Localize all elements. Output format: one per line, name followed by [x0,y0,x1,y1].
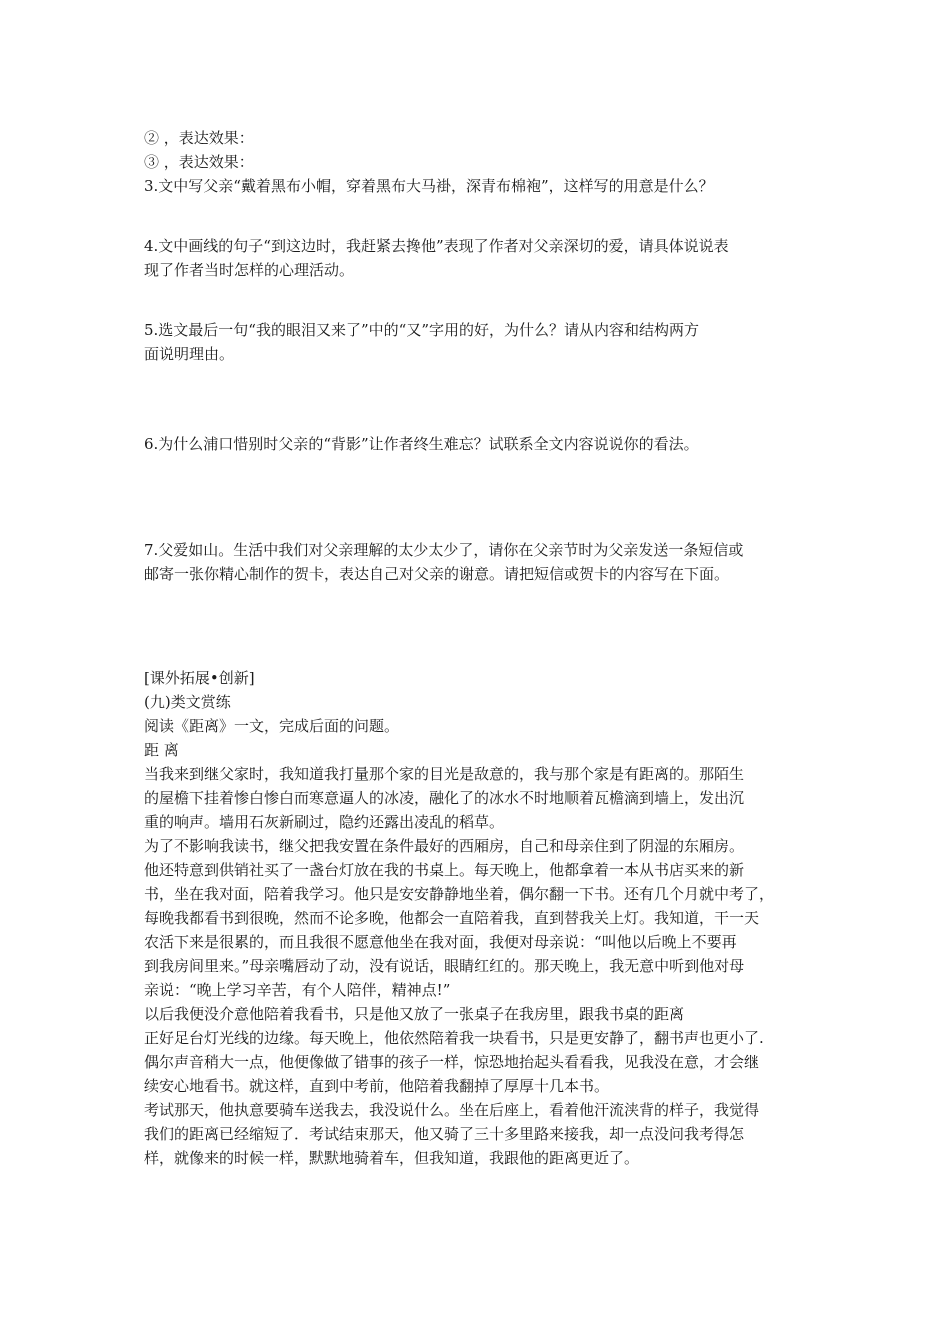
article-line: 农活下来是很累的，而且我很不愿意他坐在我对面，我便对母亲说：“叫他以后晚上不要再 [144,933,737,951]
article-line: 考试那天，他执意要骑车送我去，我没说什么。坐在后座上，看着他汗流浃背的样子，我觉得 [144,1101,760,1119]
question-3-line: 3.文中写父亲“戴着黑布小帽，穿着黑布大马褂，深青布棉袍”，这样写的用意是什么？ [144,177,714,195]
reading-instruction: 阅读《距离》一文，完成后面的问题。 [144,717,400,735]
article-paragraph-2 [144,834,816,1002]
question-5-line-2: 面说明理由。 [144,345,235,363]
article-line: 亲说：“晚上学习辛苦，有个人陪伴，精神点!” [144,981,451,999]
question-4 [144,234,816,282]
question-7-line-1: 7.父爱如山。生活中我们对父亲理解的太少太少了，请你在父亲节时为父亲发送一条短信或 [144,541,744,559]
article-line: 我们的距离已经缩短了．考试结束那天，他又骑了三十多里路来接我，却一点没问我考得怎 [144,1125,745,1143]
question-4-line-2: 现了作者当时怎样的心理活动。 [144,261,355,279]
question-3 [144,174,816,198]
article-line: 以后我便没介意他陪着我看书，只是他又放了一张桌子在我房里，跟我书桌的距离 [144,1005,685,1023]
answer-space [144,456,816,538]
question-5 [144,318,816,366]
question-4-line-1: 4.文中画线的句子“到这边时，我赶紧去搀他”表现了作者对父亲深切的爱，请具体说说表 [144,237,729,255]
answer-space [144,586,816,666]
article-line: 样，就像来的时候一样，默默地骑着车，但我知道，我跟他的距离更近了。 [144,1149,640,1167]
section-subheader: (九)类文赏练 [144,693,231,711]
question-6 [144,432,816,456]
article-title: 距 离 [144,741,179,759]
question-7 [144,538,816,586]
article-line: 的屋檐下挂着惨白惨白而寒意逼人的冰凌，融化了的冰水不时地顺着瓦檐滴到墙上，发出沉 [144,789,745,807]
question-7-line-2: 邮寄一张你精心制作的贺卡，表达自己对父亲的谢意。请把短信或贺卡的内容写在下面。 [144,565,730,583]
article-line: 到我房间里来。”母亲嘴唇动了动，没有说话，眼睛红红的。那天晚上，我无意中听到他对母 [144,957,745,975]
article-line: 重的响声。墙用石灰新刷过，隐约还露出凌乱的稻草。 [144,813,505,831]
article-line: 每晚我都看书到很晚，然而不论多晚，他都会一直陪着我，直到替我关上灯。我知道，干一天 [144,909,760,927]
article-paragraph-4 [144,1098,816,1170]
article-paragraph-1 [144,762,816,834]
question-5-line-1: 5.选文最后一句“我的眼泪又来了”中的“又”字用的好，为什么？请从内容和结构两方 [144,321,699,339]
article-line: 为了不影响我读书，继父把我安置在条件最好的西厢房，自己和母亲住到了阴湿的东厢房。 [144,837,745,855]
answer-space [144,366,816,432]
answer-space [144,198,816,234]
answer-line-3: ③ ，表达效果： [144,153,254,171]
answer-line-2: ② ，表达效果： [144,129,254,147]
answer-space [144,282,816,318]
article-line: 续安心地看书。就这样，直到中考前，他陪着我翻掉了厚厚十几本书。 [144,1077,610,1095]
article-line: 正好足台灯光线的边缘。每天晚上，他依然陪着我一块看书，只是更安静了，翻书声也更小了. [144,1029,764,1047]
article-line: 偶尔声音稍大一点，他便像做了错事的孩子一样，惊恐地抬起头看看我，见我没在意，才会继 [144,1053,760,1071]
question-6-line: 6.为什么浦口惜别时父亲的“背影”让作者终生难忘？试联系全文内容说说你的看法。 [144,435,699,453]
article-paragraph-3 [144,1002,816,1098]
section-header: [课外拓展•创新] [144,669,255,687]
article-line: 当我来到继父家时，我知道我打量那个家的目光是敌意的，我与那个家是有距离的。那陌生 [144,765,745,783]
article-line: 他还特意到供销社买了一盏台灯放在我的书桌上。每天晚上，他都拿着一本从书店买来的新 [144,861,745,879]
article-line: 书，坐在我对面，陪着我学习。他只是安安静静地坐着，偶尔翻一下书。还有几个月就中考了， [144,885,775,903]
document-page [144,126,816,1170]
